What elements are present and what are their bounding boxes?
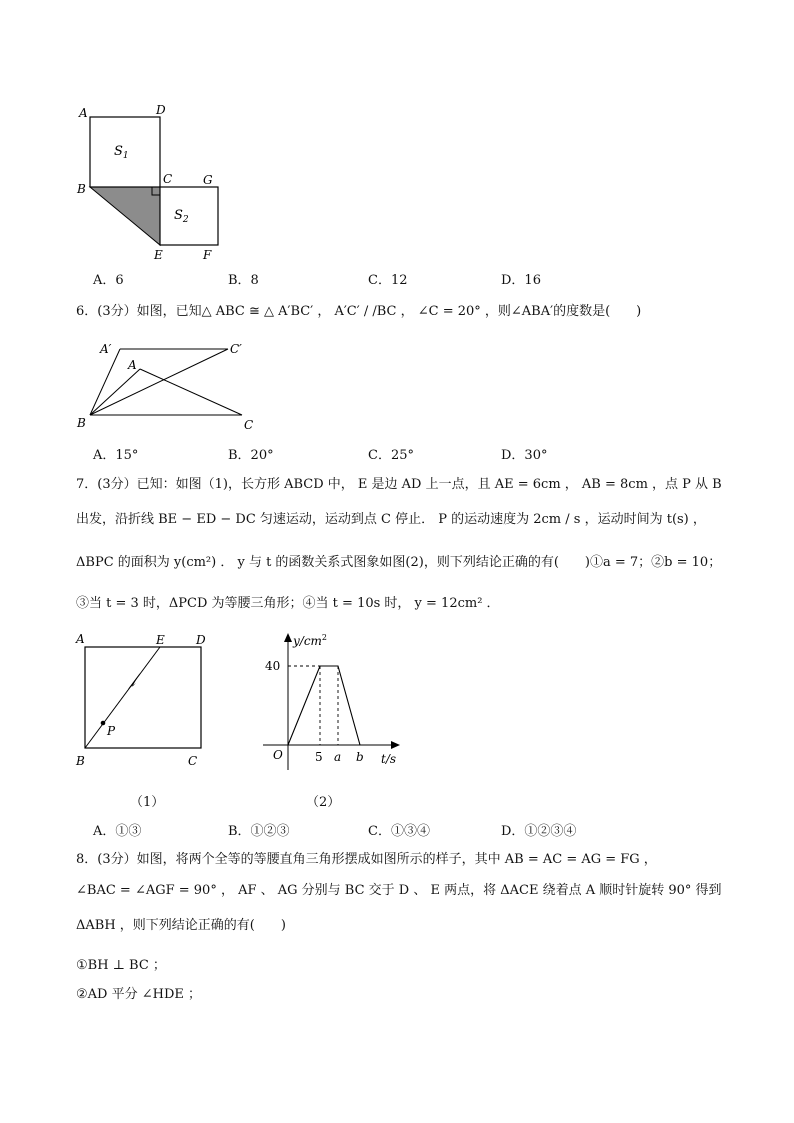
q6-option-a: A．15°	[93, 448, 139, 463]
label-C: C	[244, 418, 254, 432]
q7-line1: 7．(3分）已知：如图（1)，长方形 ABCD 中， E 是边 AD 上一点，且 AE = 6cm ， AB = 8cm ，点 P 从 B	[76, 477, 722, 492]
label-C: C	[188, 754, 198, 768]
q8-line2: ∠BAC = ∠AGF = 90° ， AF 、 AG 分别与 BC 交于 D 、 E 两点，将 ΔACE 绕着点 A 顺时针旋转 90° 得到	[76, 883, 722, 898]
q7-line3: ΔBPC 的面积为 y(cm²) ． y 与 t 的函数关系式图象如图(2)，则下列结论正确的有( )①a = 7；②b = 10；	[76, 555, 722, 570]
label-A: A	[76, 632, 85, 646]
label-E: E	[154, 248, 163, 260]
label-D: D	[196, 633, 206, 647]
q7-figure-2	[255, 625, 405, 775]
t-axis-label: t/s	[381, 752, 397, 766]
label-C-prime: C′	[230, 342, 242, 356]
q5-option-a: A．6	[93, 273, 124, 288]
t-tick-a: a	[334, 750, 342, 764]
label-S1: $S_1$	[114, 144, 129, 161]
q7-line4: ③当 t = 3 时，ΔPCD 为等腰三角形；④当 t = 10s 时， y = 12cm² ．	[76, 596, 500, 611]
label-F: F	[203, 248, 212, 260]
t-tick-b: b	[356, 750, 364, 764]
q7-figure-1	[70, 625, 220, 775]
label-S2: $S_2$	[174, 208, 189, 225]
q7-caption-2: （2）	[306, 795, 341, 810]
q6-stem: 6．(3分）如图，已知△ ABC ≅ △ A′BC′ ， A′C′ / /BC ， ∠C = 20° ，则∠ABA′的度数是( )	[76, 304, 642, 319]
label-P: P	[107, 724, 116, 738]
q8-item-2: ②AD 平分 ∠HDE ；	[76, 987, 202, 1002]
q5-option-d: D．16	[501, 273, 541, 288]
label-D: D	[156, 103, 166, 117]
q8-line3: ΔABH ，则下列结论正确的有( )	[76, 918, 286, 933]
origin-label: O	[273, 748, 283, 762]
y-axis-label: $y/cm^2$	[293, 633, 328, 648]
q5-figure	[70, 100, 240, 260]
label-C: C	[163, 172, 173, 186]
label-A: A	[79, 106, 88, 120]
q7-option-a: A．①③	[93, 824, 142, 839]
label-E: E	[156, 633, 165, 647]
q5-option-c: C．12	[368, 273, 408, 288]
q7-line2: 出发，沿折线 BE − ED − DC 匀速运动，运动到点 C 停止． P 的运动速度为 2cm / s ，运动时间为 t(s) ，	[76, 512, 706, 527]
label-B: B	[77, 416, 86, 430]
q7-option-b: B．①②③	[228, 824, 290, 839]
q7-option-c: C．①③④	[368, 824, 430, 839]
label-B: B	[76, 754, 85, 768]
y-tick-40: 40	[265, 659, 281, 673]
label-B: B	[77, 182, 86, 196]
q7-option-d: D．①②③④	[501, 824, 577, 839]
label-A-prime: A′	[100, 342, 112, 356]
label-A: A	[128, 358, 137, 372]
q6-option-d: D．30°	[501, 448, 548, 463]
q7-caption-1: （1）	[130, 795, 165, 810]
q6-option-b: B．20°	[228, 448, 274, 463]
q8-line1: 8．(3分）如图，将两个全等的等腰直角三角形摆成如图所示的样子，其中 AB = AC = AG = FG ，	[76, 852, 657, 867]
t-tick-5: 5	[315, 750, 323, 764]
label-G: G	[203, 173, 213, 187]
q5-option-b: B．8	[228, 273, 259, 288]
q6-figure	[70, 335, 270, 435]
q6-option-c: C．25°	[368, 448, 414, 463]
q8-item-1: ①BH ⊥ BC ；	[76, 958, 166, 973]
